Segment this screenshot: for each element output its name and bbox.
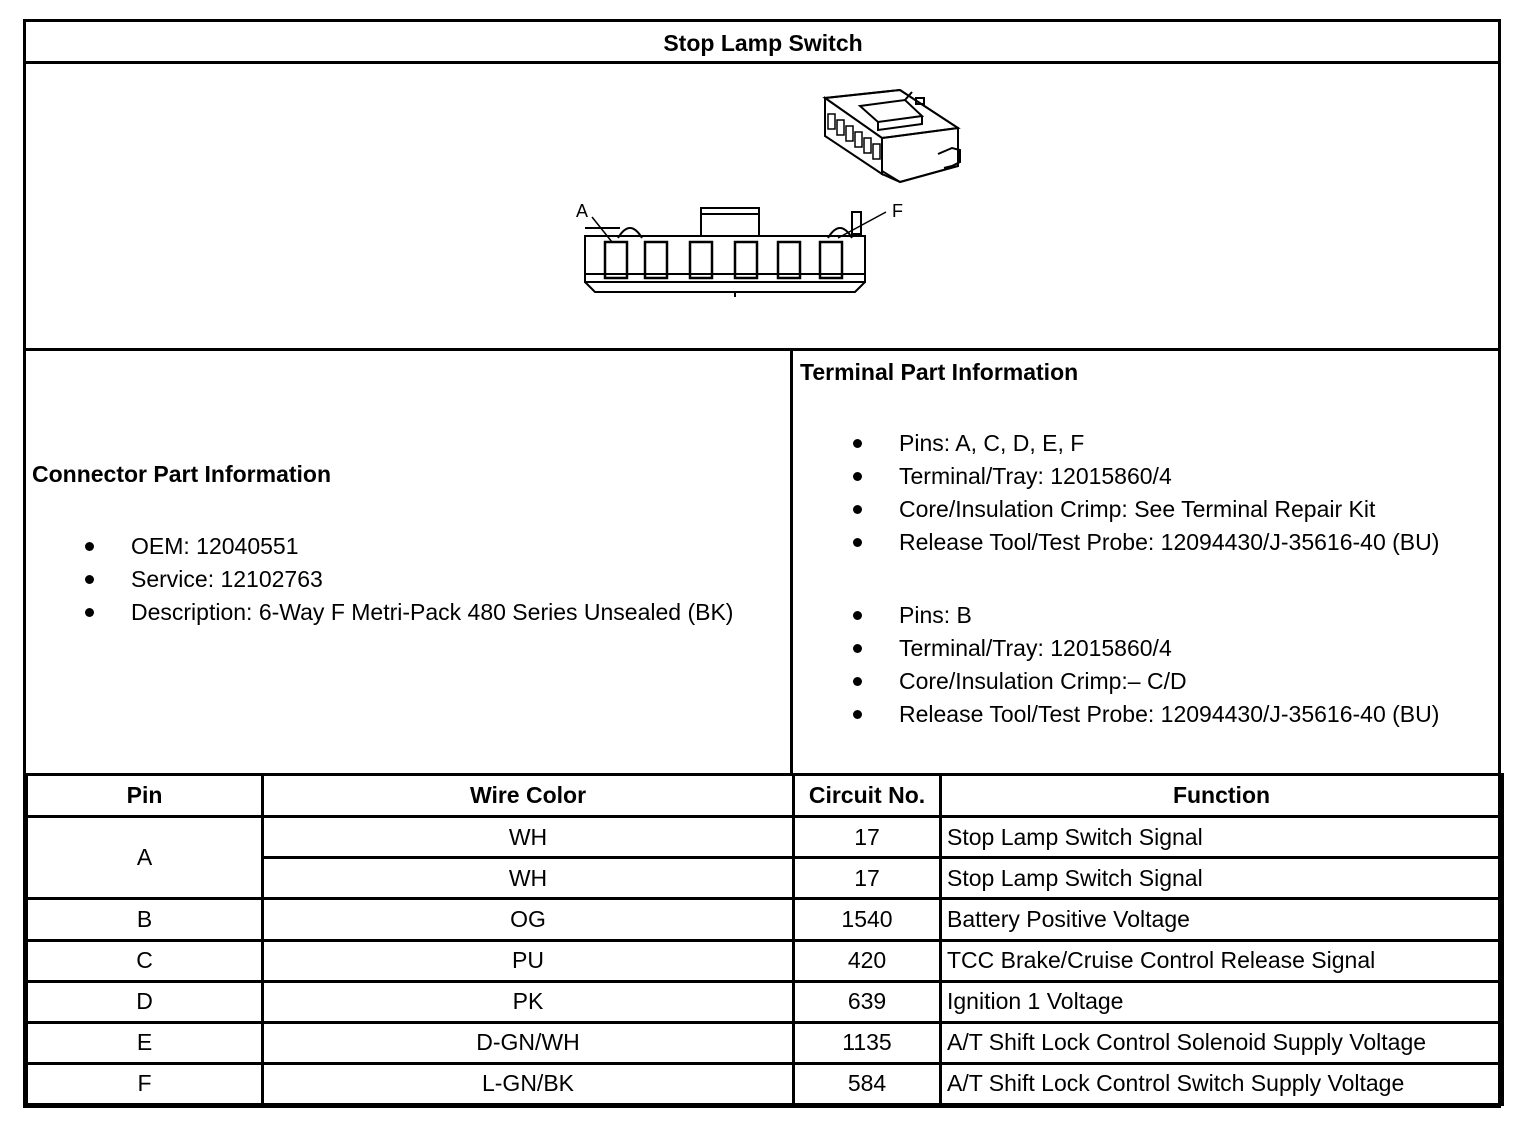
function-cell: TCC Brake/Cruise Control Release Signal bbox=[941, 940, 1503, 981]
pin-cell: F bbox=[27, 1063, 263, 1104]
page-title: Stop Lamp Switch bbox=[663, 29, 863, 56]
wire-cell: WH bbox=[263, 858, 794, 899]
bullet-icon bbox=[85, 608, 94, 617]
terminal-heading: Terminal Part Information bbox=[800, 359, 1079, 385]
pin-cell: B bbox=[27, 899, 263, 940]
wire-cell: WH bbox=[263, 817, 794, 858]
function-cell: Ignition 1 Voltage bbox=[941, 981, 1503, 1022]
bullet-icon bbox=[853, 439, 862, 448]
function-cell: Stop Lamp Switch Signal bbox=[941, 817, 1503, 858]
circuit-cell: 584 bbox=[794, 1063, 941, 1104]
function-cell: Stop Lamp Switch Signal bbox=[941, 858, 1503, 899]
circuit-cell: 1135 bbox=[794, 1022, 941, 1063]
pin-table bbox=[25, 773, 1504, 1106]
bullet-icon bbox=[853, 611, 862, 620]
connector-heading: Connector Part Information bbox=[32, 461, 332, 487]
table-row bbox=[27, 981, 1503, 1022]
table-row bbox=[27, 940, 1503, 981]
bullet-icon bbox=[85, 575, 94, 584]
bullet-icon bbox=[853, 710, 862, 719]
function-cell: A/T Shift Lock Control Switch Supply Voltage bbox=[941, 1063, 1503, 1104]
diagram-divider bbox=[23, 348, 1501, 351]
wire-cell: D-GN/WH bbox=[263, 1022, 794, 1063]
connector-front-view bbox=[585, 208, 886, 297]
header-pin: Pin bbox=[27, 775, 263, 817]
function-cell: Battery Positive Voltage bbox=[941, 899, 1503, 940]
circuit-cell: 17 bbox=[794, 817, 941, 858]
header-function: Function bbox=[941, 775, 1503, 817]
bullet-icon bbox=[853, 538, 862, 547]
table-row bbox=[27, 1022, 1503, 1063]
pin-cell: C bbox=[27, 940, 263, 981]
header-circuit-no: Circuit No. bbox=[794, 775, 941, 817]
circuit-cell: 17 bbox=[794, 858, 941, 899]
table-header-row bbox=[27, 775, 1503, 817]
circuit-cell: 1540 bbox=[794, 899, 941, 940]
circuit-cell: 639 bbox=[794, 981, 941, 1022]
callout-a: A bbox=[576, 201, 589, 221]
header-wire-color: Wire Color bbox=[263, 775, 794, 817]
bullet-icon bbox=[853, 472, 862, 481]
wire-cell: OG bbox=[263, 899, 794, 940]
table-row bbox=[27, 899, 1503, 940]
table-row bbox=[27, 817, 1503, 858]
function-cell: A/T Shift Lock Control Solenoid Supply Voltage bbox=[941, 1022, 1503, 1063]
wire-cell: L-GN/BK bbox=[263, 1063, 794, 1104]
pin-cell: E bbox=[27, 1022, 263, 1063]
circuit-cell: 420 bbox=[794, 940, 941, 981]
wire-cell: PK bbox=[263, 981, 794, 1022]
bullet-icon bbox=[853, 644, 862, 653]
bullet-icon bbox=[853, 505, 862, 514]
connector-diagram bbox=[560, 70, 980, 310]
pin-cell: A bbox=[27, 817, 263, 899]
bullet-icon bbox=[85, 542, 94, 551]
connector-iso-view bbox=[825, 90, 960, 182]
callout-f: F bbox=[892, 201, 903, 221]
table-row bbox=[27, 1063, 1503, 1104]
wire-cell: PU bbox=[263, 940, 794, 981]
info-divider bbox=[790, 348, 793, 775]
bullet-icon bbox=[853, 677, 862, 686]
pin-cell: D bbox=[27, 981, 263, 1022]
